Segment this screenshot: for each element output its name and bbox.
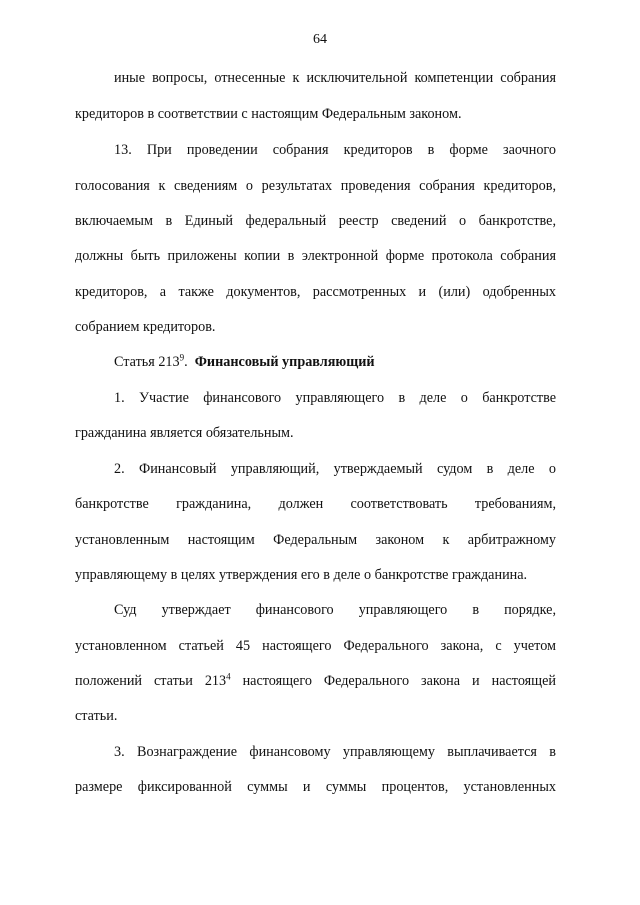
text-line: иные вопросы, отнесенные к исключительной компетенции собрания xyxy=(114,70,556,86)
text-line: 3. Вознаграждение финансовому управляющему выплачивается в xyxy=(114,744,556,760)
text-line: статьи. xyxy=(75,708,118,724)
text-line: гражданина является обязательным. xyxy=(75,425,294,441)
text-line: кредиторов, а также документов, рассмотренных и (или) одобренных xyxy=(75,284,556,300)
text-line xyxy=(75,672,556,690)
text-line: установленном статьей 45 настоящего Федерального закона, с учетом xyxy=(75,638,556,654)
text-fragment: положений статьи 213 xyxy=(75,673,227,689)
sup-number: 4 xyxy=(226,671,231,682)
text-line: 1. Участие финансового управляющего в деле о банкротстве xyxy=(114,390,556,406)
article-number-sup: 9 xyxy=(179,352,185,363)
text-line: установленным настоящим Федеральным законом к арбитражному xyxy=(75,532,556,548)
text-line: Суд утверждает финансового управляющего в порядке, xyxy=(114,602,556,618)
page-number: 64 xyxy=(313,32,327,47)
article-number: Статья 213 xyxy=(114,354,180,370)
text-line: собранием кредиторов. xyxy=(75,319,216,335)
article-number-dot: . xyxy=(184,354,188,370)
text-line: банкротстве гражданина, должен соответствовать требованиям, xyxy=(75,496,556,512)
text-line: 2. Финансовый управляющий, утверждаемый судом в деле о xyxy=(114,461,556,477)
text-line: включаемым в Единый федеральный реестр сведений о банкротстве, xyxy=(75,213,556,229)
text-line: кредиторов в соответствии с настоящим Федеральным законом. xyxy=(75,106,462,122)
text-line: размере фиксированной суммы и суммы процентов, установленных xyxy=(75,779,556,795)
text-line: 13. При проведении собрания кредиторов в форме заочного xyxy=(114,142,556,158)
text-line: голосования к сведениям о результатах проведения собрания кредиторов, xyxy=(75,178,556,194)
article-title: Финансовый управляющий xyxy=(194,354,375,370)
article-heading xyxy=(114,353,595,371)
text-fragment: настоящего Федерального закона и настоящей xyxy=(230,673,556,689)
text-line: управляющему в целях утверждения его в деле о банкротстве гражданина. xyxy=(75,567,528,583)
text-line: должны быть приложены копии в электронной форме протокола собрания xyxy=(75,248,556,264)
